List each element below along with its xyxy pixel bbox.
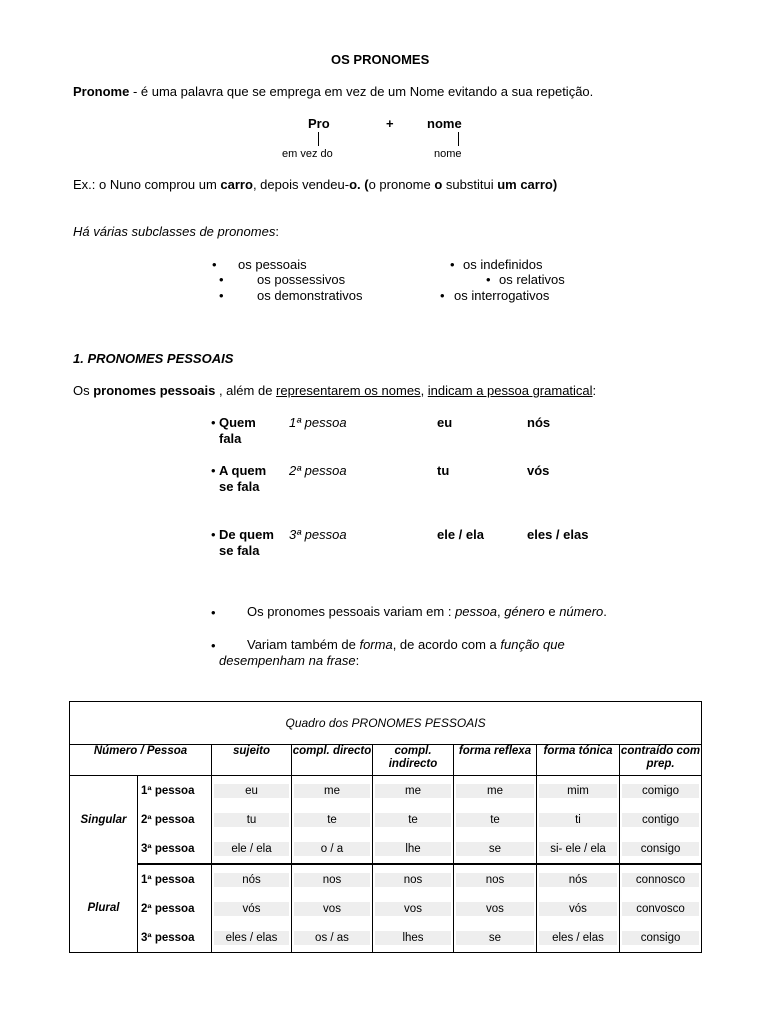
person-singular: eu — [437, 415, 453, 430]
table-cell — [537, 894, 620, 923]
diagram-right-line — [458, 132, 459, 146]
intro-text: : — [592, 383, 597, 398]
bullet-icon: • — [211, 605, 216, 620]
bullet-icon: • — [211, 638, 216, 653]
cell-value: ele / ela — [214, 842, 288, 856]
cell-value: te — [294, 813, 369, 827]
cell-value: convosco — [622, 902, 698, 916]
table-header: forma tónica — [537, 745, 620, 776]
intro-text: , — [420, 383, 428, 398]
cell-value: me — [456, 784, 533, 798]
cell-value: ti — [539, 813, 616, 827]
cell-value: o / a — [294, 842, 369, 856]
cell-value: consigo — [622, 931, 698, 945]
cell-value: vos — [375, 902, 450, 916]
diagram-right-note: nome — [434, 148, 462, 160]
cell-value: te — [456, 813, 533, 827]
cell-value: vós — [539, 902, 616, 916]
table-cell — [373, 805, 454, 834]
cell-value: lhe — [375, 842, 450, 856]
person-label: 1ª pessoa — [289, 415, 347, 430]
cell-value: comigo — [622, 784, 698, 798]
cell-value: me — [294, 784, 369, 798]
note-italic: função que desempenham na frase — [219, 637, 565, 668]
table-row — [70, 894, 702, 923]
person-cell: 2ª pessoa — [138, 894, 212, 923]
person-plural: eles / elas — [527, 527, 589, 542]
cell-value: nós — [214, 873, 288, 887]
table-cell — [537, 776, 620, 806]
note-text: , — [497, 604, 505, 619]
cell-value: os / as — [294, 931, 369, 945]
example — [73, 177, 557, 192]
bullet-icon: • — [440, 288, 445, 303]
table-cell — [292, 834, 373, 864]
cell-value: connosco — [622, 873, 698, 887]
diagram-plus: + — [386, 116, 394, 131]
table-cell — [212, 805, 292, 834]
person-cell: 1ª pessoa — [138, 776, 212, 806]
cell-value: vos — [294, 902, 369, 916]
table-cell — [454, 776, 537, 806]
note-text: . — [603, 604, 607, 619]
person-singular: tu — [437, 463, 450, 478]
table-cell — [292, 864, 373, 894]
table-cell — [454, 834, 537, 864]
table-cell — [537, 864, 620, 894]
cell-value: nos — [456, 873, 533, 887]
note-italic: número — [559, 604, 604, 619]
bullet-icon: • — [450, 257, 455, 272]
intro-text: , além de — [215, 383, 277, 398]
person-cell: 3ª pessoa — [138, 834, 212, 864]
note-italic: forma — [359, 637, 393, 652]
table-cell — [292, 805, 373, 834]
table-cell — [373, 923, 454, 953]
example-text: substitui — [442, 177, 498, 192]
table-cell — [373, 894, 454, 923]
cell-value: nós — [539, 873, 616, 887]
person-who: Quem fala — [219, 415, 256, 446]
cell-value: nos — [294, 873, 369, 887]
group-label: Singular — [70, 776, 138, 865]
table-header: compl. indirecto — [373, 745, 454, 776]
table-header: compl. directo — [292, 745, 373, 776]
person-plural: nós — [527, 415, 551, 430]
table-cell — [454, 894, 537, 923]
diagram-right: nome — [427, 116, 462, 131]
example-bold: carro — [220, 177, 253, 192]
subclass-item: • os pessoais — [238, 257, 307, 272]
table-cell — [292, 776, 373, 806]
cell-value: te — [375, 813, 450, 827]
table-cell — [373, 776, 454, 806]
definition-term: Pronome — [73, 84, 130, 99]
subclass-item: os possessivos — [257, 272, 346, 287]
table-cell — [537, 834, 620, 864]
table-header: forma reflexa — [454, 745, 537, 776]
intro-underline: representarem os nomes — [276, 383, 421, 398]
table-cell — [620, 805, 702, 834]
person-cell: 2ª pessoa — [138, 805, 212, 834]
person-label: 3ª pessoa — [289, 527, 347, 542]
subclasses-intro-text: Há várias subclasses de pronomes — [73, 224, 276, 239]
note-text: , de acordo com a — [392, 637, 501, 652]
intro-text: Os — [73, 383, 94, 398]
subclasses-intro — [73, 224, 279, 239]
bullet-icon: • — [219, 288, 224, 303]
table-cell — [212, 923, 292, 953]
person-cell: 3ª pessoa — [138, 923, 212, 953]
note-text: e — [544, 604, 560, 619]
note-variation — [247, 604, 607, 619]
table-header: Número / Pessoa — [70, 745, 212, 776]
table-cell — [292, 894, 373, 923]
subclass-item: os relativos — [499, 272, 565, 287]
intro-underline: indicam a pessoa gramatical — [427, 383, 593, 398]
subclass-item: os indefinidos — [463, 257, 543, 272]
cell-value: eu — [214, 784, 288, 798]
table-cell — [537, 923, 620, 953]
table-cell — [212, 834, 292, 864]
example-text: o pronome — [368, 177, 435, 192]
person-singular: ele / ela — [437, 527, 484, 542]
subclass-item: os interrogativos — [454, 288, 550, 303]
table-cell — [620, 864, 702, 894]
example-bold: um carro) — [497, 177, 558, 192]
diagram-left: Pro — [308, 116, 330, 131]
diagram-left-line — [318, 132, 319, 146]
bullet-icon: • — [211, 415, 216, 430]
bullet-icon: • — [219, 272, 224, 287]
table-cell — [212, 894, 292, 923]
cell-value: consigo — [622, 842, 698, 856]
person-cell: 1ª pessoa — [138, 864, 212, 894]
table-cell — [454, 923, 537, 953]
cell-value: contigo — [622, 813, 698, 827]
cell-value: si- ele / ela — [539, 842, 616, 856]
pronouns-table — [69, 701, 702, 953]
note-italic: género — [504, 604, 545, 619]
subclasses-colon: : — [275, 224, 279, 239]
cell-value: eles / elas — [214, 931, 288, 945]
table-cell — [373, 834, 454, 864]
table-row — [70, 776, 702, 806]
page-title: OS PRONOMES — [331, 52, 430, 67]
table-row — [70, 923, 702, 953]
table-row — [70, 864, 702, 894]
cell-value: tu — [214, 813, 288, 827]
definition-text: - é uma palavra que se emprega em vez de um Nome evitando a sua repetição. — [129, 84, 594, 99]
person-who: A quem se fala — [219, 463, 267, 494]
bullet-icon: • — [211, 527, 216, 542]
example-text: , depois vendeu- — [252, 177, 350, 192]
example-bold: o. ( — [349, 177, 369, 192]
table-cell — [212, 776, 292, 806]
cell-value: me — [375, 784, 450, 798]
table-cell — [454, 864, 537, 894]
table-cell — [620, 923, 702, 953]
cell-value: vós — [214, 902, 288, 916]
cell-value: nos — [375, 873, 450, 887]
table-cell — [212, 864, 292, 894]
subclass-item: os demonstrativos — [257, 288, 363, 303]
table-cell — [620, 894, 702, 923]
cell-value: eles / elas — [539, 931, 616, 945]
cell-value: se — [456, 842, 533, 856]
section-heading: 1. PRONOMES PESSOAIS — [73, 351, 234, 366]
intro-bold: pronomes pessoais — [93, 383, 216, 398]
group-label: Plural — [70, 864, 138, 953]
person-plural: vós — [527, 463, 550, 478]
example-text: Ex.: o Nuno comprou um — [73, 177, 221, 192]
cell-value: mim — [539, 784, 616, 798]
note-text: : — [355, 653, 360, 668]
table-header: contraído com prep. — [620, 745, 702, 776]
table-cell — [620, 776, 702, 806]
table-row — [70, 834, 702, 864]
bullet-icon: • — [211, 463, 216, 478]
cell-value: se — [456, 931, 533, 945]
section-intro — [73, 383, 596, 398]
note-form — [219, 637, 639, 669]
table-cell — [454, 805, 537, 834]
person-label: 2ª pessoa — [289, 463, 347, 478]
cell-value: vos — [456, 902, 533, 916]
definition — [73, 84, 593, 99]
note-italic: pessoa — [455, 604, 497, 619]
table-title: Quadro dos PRONOMES PESSOAIS — [70, 702, 702, 745]
person-who: De quem se fala — [219, 527, 274, 558]
table-cell — [620, 834, 702, 864]
bullet-icon: • — [486, 272, 491, 287]
table-cell — [537, 805, 620, 834]
diagram-left-note: em vez do — [282, 148, 333, 160]
note-text: Os pronomes pessoais variam em : — [247, 604, 456, 619]
table-cell — [373, 864, 454, 894]
note-text: Variam também de — [247, 637, 360, 652]
example-bold: o — [434, 177, 443, 192]
table-cell — [292, 923, 373, 953]
table-row — [70, 805, 702, 834]
cell-value: lhes — [375, 931, 450, 945]
table-header: sujeito — [212, 745, 292, 776]
